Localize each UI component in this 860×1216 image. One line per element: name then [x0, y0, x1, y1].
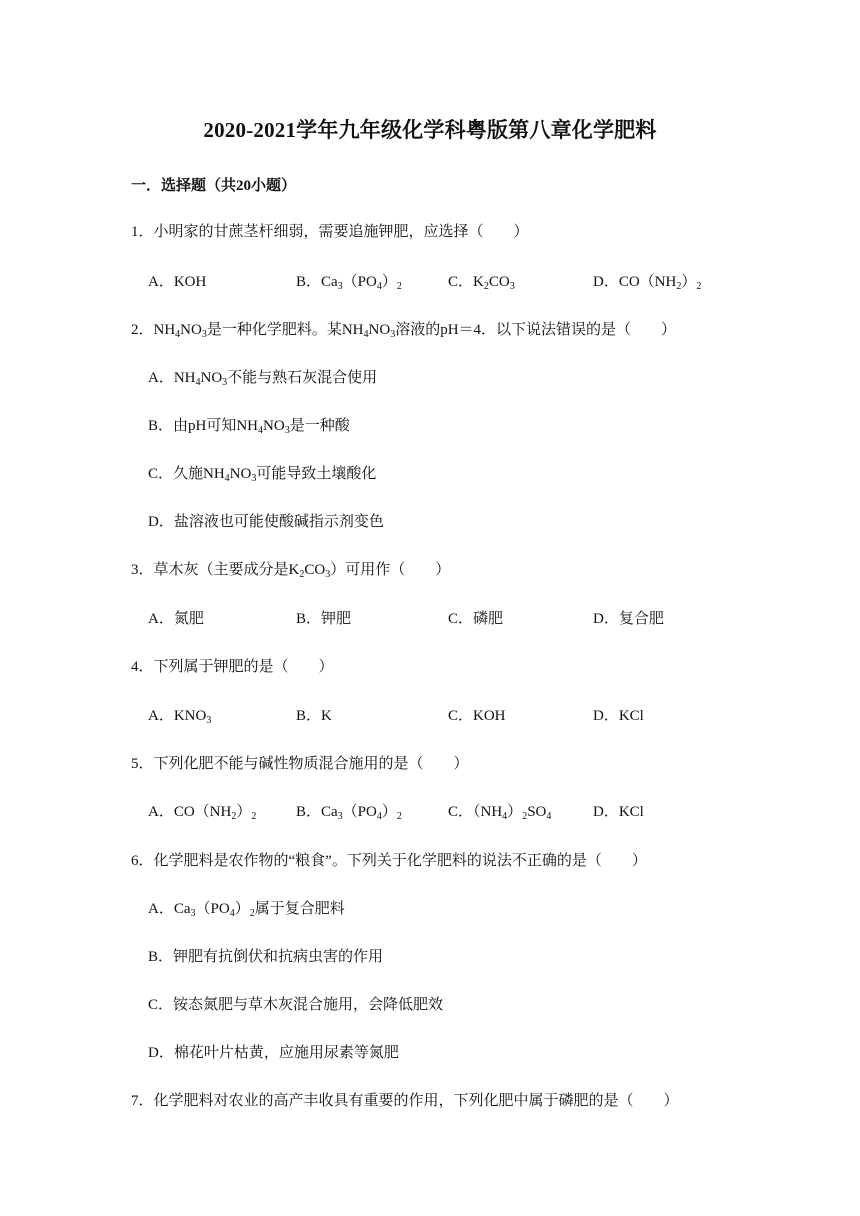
question-7-stem: 7．化学肥料对农业的高产丰收具有重要的作用，下列化肥中属于磷肥的是（ ） [131, 1093, 679, 1109]
q4-option-c: C．KOH [448, 708, 506, 724]
q4-option-a: A．$KNO_3$ [148, 708, 212, 726]
q6-option-d: D．棉花叶片枯黄，应施用尿素等氮肥 [148, 1045, 399, 1061]
q1-option-a: A．KOH [148, 274, 207, 290]
q1-option-c: C．$K_2CO_3$ [448, 274, 515, 292]
q6-option-a: A．$Ca_3(PO_4)_2$属于复合肥料 [148, 901, 345, 919]
q3-option-c: C．磷肥 [448, 611, 504, 627]
question-2-stem: 2．$NH_4NO_3$是一种化学肥料。某$NH_4NO_3$溶液的pH＝4．以下说法错误的是（ ） [131, 322, 677, 340]
q5-option-b: B．$Ca_3(PO_4)_2$ [296, 804, 402, 822]
q3-option-d: D．复合肥 [593, 611, 664, 627]
q5-option-d: D．KCl [593, 804, 644, 820]
question-6-stem: 6．化学肥料是农作物的“粮食”。下列关于化学肥料的说法不正确的是（ ） [131, 853, 647, 869]
q3-option-a: A．氮肥 [148, 611, 204, 627]
page-title: 2020-2021学年九年级化学科粤版第八章化学肥料 [203, 118, 657, 142]
q4-option-d: D．KCl [593, 708, 644, 724]
q2-option-c: C．久施$NH_4NO_3$可能导致土壤酸化 [148, 466, 377, 484]
q2-option-b: B．由pH可知$NH_4NO_3$是一种酸 [148, 418, 350, 436]
q6-option-b: B．钾肥有抗倒伏和抗病虫害的作用 [148, 949, 384, 965]
q4-option-b: B．K [296, 708, 332, 724]
q1-option-b: B．$Ca_3(PO_4)_2$ [296, 274, 402, 292]
q3-option-b: B．钾肥 [296, 611, 352, 627]
section-heading: 一．选择题（共20小题） [131, 178, 297, 194]
q6-option-c: C．铵态氮肥与草木灰混合施用，会降低肥效 [148, 997, 444, 1013]
question-5-stem: 5．下列化肥不能与碱性物质混合施用的是（ ） [131, 756, 469, 772]
q5-option-c: C．$(NH_4)_2SO_4$ [448, 804, 552, 822]
q5-option-a: A．$CO(NH_2)_2$ [148, 804, 257, 822]
q1-option-d: D．$CO(NH_2)_2$ [593, 274, 702, 292]
question-4-stem: 4．下列属于钾肥的是（ ） [131, 659, 334, 675]
question-1-stem: 1．小明家的甘蔗茎杆细弱，需要追施钾肥，应选择（ ） [131, 224, 529, 240]
question-3-stem: 3．草木灰（主要成分是$K_2CO_3$）可用作（ ） [131, 562, 451, 580]
q2-option-d: D．盐溶液也可能使酸碱指示剂变色 [148, 514, 384, 530]
q2-option-a: A．$NH_4NO_3$不能与熟石灰混合使用 [148, 370, 378, 388]
